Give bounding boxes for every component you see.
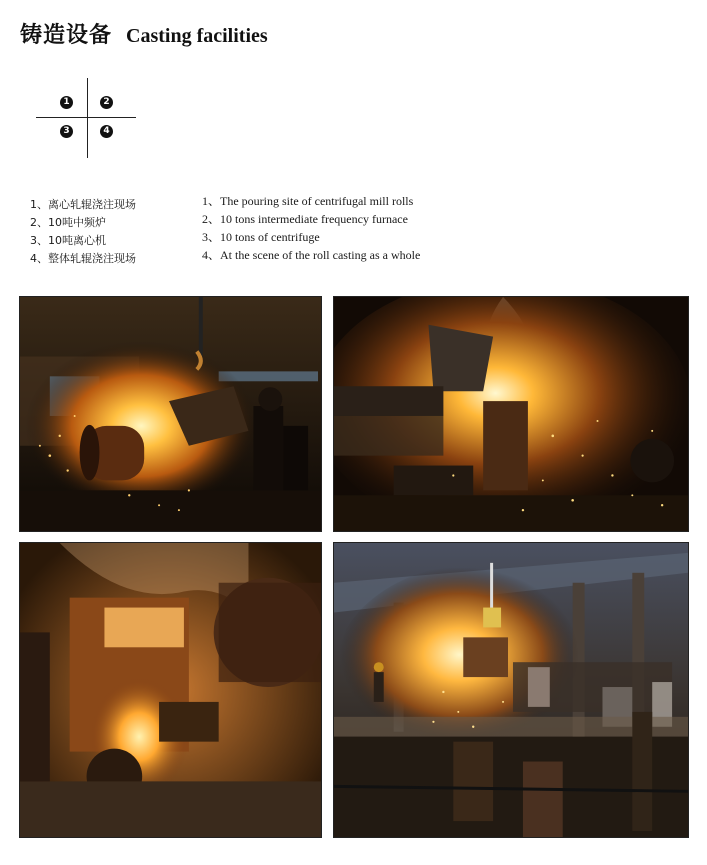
photo-centrifuge xyxy=(19,542,322,838)
key-vertical-divider xyxy=(87,78,88,158)
key-number-1: 1 xyxy=(60,96,73,109)
caption-en-4: 4、At the scene of the roll casting as a whole xyxy=(202,248,421,262)
title-english: Casting facilities xyxy=(126,25,268,47)
caption-en-1: 1、The pouring site of centrifugal mill rolls xyxy=(202,194,414,208)
photo-position-key xyxy=(36,78,136,158)
caption-list-english xyxy=(202,192,420,264)
page-title xyxy=(20,18,268,52)
photo-roll-casting-scene xyxy=(333,542,689,838)
photo-frequency-furnace xyxy=(333,296,689,532)
caption-list-chinese xyxy=(30,196,136,268)
caption-en-2: 2、10 tons intermediate frequency furnace xyxy=(202,212,408,226)
key-horizontal-divider xyxy=(36,117,136,118)
key-number-2: 2 xyxy=(100,96,113,109)
caption-en-3: 3、10 tons of centrifuge xyxy=(202,230,320,244)
caption-cn-2: 2、10吨中频炉 xyxy=(30,216,106,229)
photo-roll-pouring-site xyxy=(19,296,322,532)
caption-cn-3: 3、10吨离心机 xyxy=(30,234,106,247)
caption-cn-1: 1、离心轧辊浇注现场 xyxy=(30,198,136,211)
title-chinese: 铸造设备 xyxy=(20,23,113,48)
caption-cn-4: 4、整体轧辊浇注现场 xyxy=(30,252,136,265)
key-number-3: 3 xyxy=(60,125,73,138)
key-number-4: 4 xyxy=(100,125,113,138)
